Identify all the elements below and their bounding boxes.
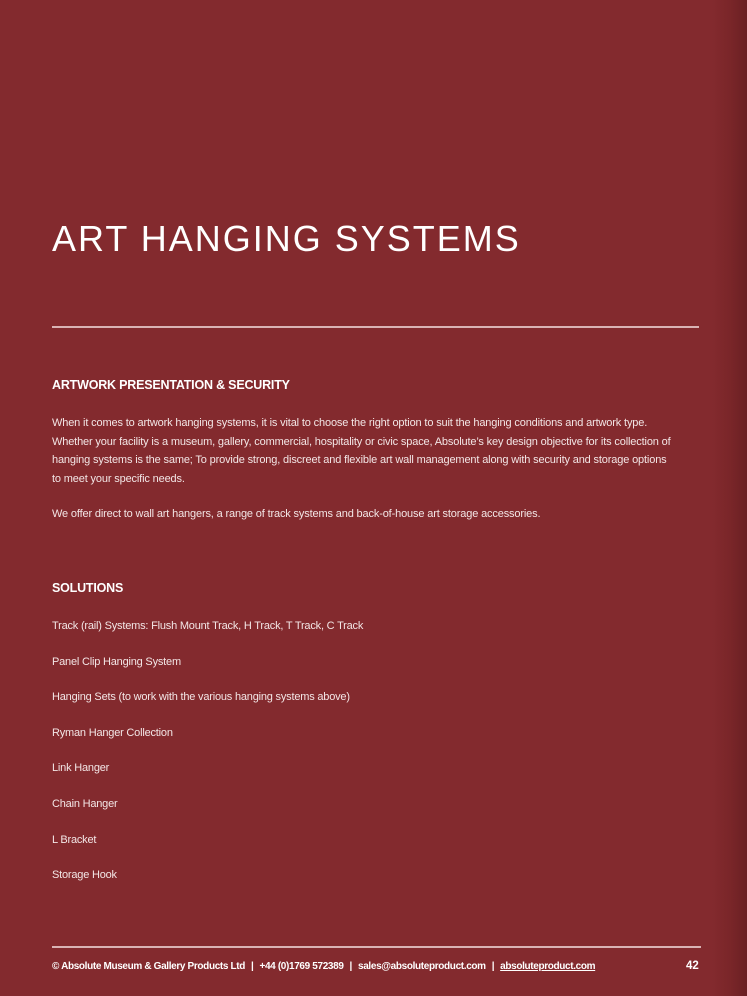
footer-divider [52,946,701,948]
paragraph-line: to meet your specific needs. [52,472,185,485]
separator: | [251,961,254,972]
offer-paragraph: We offer direct to wall art hangers, a range of track systems and back-of-house art storage accessories. [52,508,541,520]
list-item: Track (rail) Systems: Flush Mount Track, H Track, T Track, C Track [52,620,364,632]
solutions-list [52,620,363,905]
footer-email: sales@absoluteproduct.com [358,961,486,972]
page-number: 42 [686,960,699,972]
list-item: L Bracket [52,833,97,846]
list-item: Storage Hook [52,869,117,882]
footer-phone: +44 (0)1769 572389 [259,961,344,972]
footer-website-link[interactable]: absoluteproduct.com [500,961,596,972]
list-item: Ryman Hanger Collection [52,726,173,739]
separator: | [349,961,352,972]
intro-paragraph [52,414,671,488]
list-item: Chain Hanger [52,797,118,810]
list-item: Hanging Sets (to work with the various hanging systems above) [52,691,350,704]
list-item: Panel Clip Hanging System [52,655,181,668]
title-divider [52,326,699,328]
section-heading-artwork: ARTWORK PRESENTATION & SECURITY [52,378,290,392]
list-item: Link Hanger [52,762,110,775]
separator: | [491,961,495,972]
paragraph-line: Whether your facility is a museum, gallery, commercial, hospitality or civic space, Absolute’s key design objective for its collection of [52,435,671,448]
paragraph-line: When it comes to artwork hanging systems, it is vital to choose the right option to suit the hanging conditions and artwork type. [52,417,648,429]
section-heading-solutions: SOLUTIONS [52,581,124,595]
footer-company: © Absolute Museum & Gallery Products Ltd [52,961,246,972]
footer [52,961,595,972]
paragraph-line: hanging systems is the same; To provide strong, discreet and flexible art wall management along with security and storage options [52,454,667,466]
page-title: ART HANGING SYSTEMS [52,218,521,259]
